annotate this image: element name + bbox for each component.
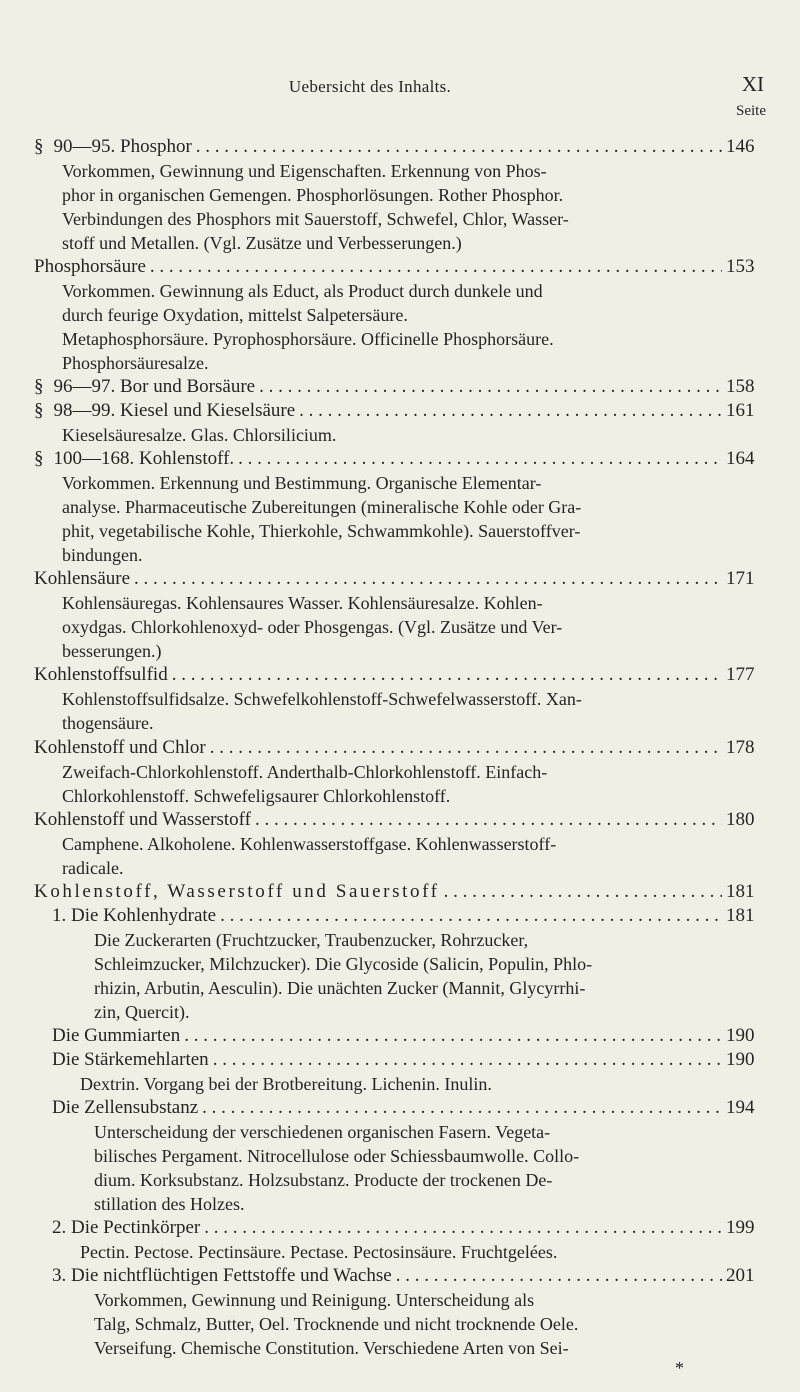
dot-leader (220, 903, 722, 929)
dot-leader (259, 374, 722, 400)
dot-leader (150, 254, 722, 280)
entry-description-line: Die Zuckerarten (Fruchtzucker, Traubenzucker, Rohrzucker, (94, 930, 529, 950)
dot-leader (172, 662, 722, 688)
dot-leader (210, 735, 722, 761)
entry-title: Die Stärkemehlarten (52, 1049, 209, 1070)
entry-description-line: rhizin, Arbutin, Aesculin). Die unächten Zucker (Mannit, Glycyrrhi- (94, 978, 586, 998)
entry-page-number: 194 (726, 1097, 755, 1118)
entry-description-line: Metaphosphorsäure. Pyrophosphorsäure. Officinelle Phosphorsäure. (62, 329, 554, 349)
dot-leader (134, 566, 722, 592)
page-number: XI (741, 72, 764, 96)
entry-description-line: Dextrin. Vorgang bei der Brotbereitung. Lichenin. Inulin. (80, 1074, 492, 1094)
entry-description-line: Pectin. Pectose. Pectinsäure. Pectase. Pectosinsäure. Fruchtgelées. (80, 1242, 558, 1262)
toc-entry (34, 374, 766, 400)
entry-description-line: Kieselsäuresalze. Glas. Chlorsilicium. (62, 425, 337, 445)
signature-mark: * (675, 1358, 684, 1378)
entry-description-line: Verbindungen des Phosphors mit Sauerstoff, Schwefel, Chlor, Wasser- (62, 209, 569, 229)
dot-leader (299, 398, 722, 424)
entry-description-line: Verseifung. Chemische Constitution. Verschiedene Arten von Sei- (94, 1338, 569, 1358)
toc-entry (34, 903, 766, 929)
section-sign: § (34, 136, 44, 157)
entry-page-number: 199 (726, 1217, 755, 1238)
toc-entry (34, 1215, 766, 1241)
entry-page-number: 177 (726, 664, 755, 685)
entry-description-line: phit, vegetabilische Kohle, Thierkohle, Schwammkohle). Sauerstoffver- (62, 521, 581, 541)
toc-entry (34, 1023, 766, 1049)
toc-entry (34, 1263, 766, 1289)
entry-title: Kohlenstoffsulfid (34, 664, 168, 685)
entry-description-line: oxydgas. Chlorkohlenoxyd- oder Phosgengas. (Vgl. Zusätze und Ver- (62, 617, 563, 637)
dot-leader (202, 1095, 722, 1121)
entry-page-number: 161 (726, 400, 755, 421)
entry-title: 3. Die nichtflüchtigen Fettstoffe und Wachse (52, 1265, 392, 1286)
entry-page-number: 190 (726, 1049, 755, 1070)
dot-leader (255, 807, 722, 833)
entry-page-number: 153 (726, 256, 755, 277)
dot-leader (213, 1047, 722, 1073)
dot-leader (396, 1263, 722, 1289)
entry-title: 100—168. Kohlenstoff. (53, 448, 235, 469)
entry-title: Kohlenstoff und Chlor (34, 737, 206, 758)
entry-title: Phosphorsäure (34, 256, 146, 277)
entry-title: 90—95. Phosphor (53, 136, 192, 157)
toc-entry (34, 1047, 766, 1073)
entry-title: Die Gummiarten (52, 1025, 181, 1046)
toc-entry (34, 1095, 766, 1121)
section-sign: § (34, 448, 44, 469)
running-header-title: Uebersicht des Inhalts. (288, 77, 452, 96)
entry-page-number: 190 (726, 1025, 755, 1046)
toc-entry (34, 735, 766, 761)
dot-leader (184, 1023, 722, 1049)
entry-title: 96—97. Bor und Borsäure (53, 376, 256, 397)
section-sign: § (34, 400, 44, 421)
section-sign: § (34, 376, 44, 397)
entry-description-line: Kohlensäuregas. Kohlensaures Wasser. Kohlensäuresalze. Kohlen- (62, 593, 543, 613)
entry-title: Kohlenstoff und Wasserstoff (34, 809, 251, 830)
entry-description-line: zin, Quercit). (94, 1002, 190, 1022)
entry-title: Kohlenstoff, Wasserstoff und Sauerstoff (34, 881, 440, 902)
entry-description-line: Vorkommen, Gewinnung und Eigenschaften. Erkennung von Phos- (62, 161, 547, 181)
entry-page-number: 146 (726, 136, 755, 157)
dot-leader (238, 446, 722, 472)
entry-title: 98—99. Kiesel und Kieselsäure (53, 400, 296, 421)
entry-description-line: Chlorkohlenstoff. Schwefeligsaurer Chlorkohlenstoff. (62, 786, 451, 806)
entry-page-number: 181 (726, 905, 755, 926)
entry-description-line: Zweifach-Chlorkohlenstoff. Anderthalb-Chlorkohlenstoff. Einfach- (62, 762, 548, 782)
dot-leader (444, 879, 722, 905)
toc-entry (34, 134, 766, 160)
entry-page-number: 178 (726, 737, 755, 758)
entry-title: Die Zellensubstanz (52, 1097, 199, 1118)
entry-page-number: 180 (726, 809, 755, 830)
entry-description-line: analyse. Pharmaceutische Zubereitungen (mineralische Kohle oder Gra- (62, 497, 582, 517)
entry-page-number: 201 (726, 1265, 755, 1286)
entry-page-number: 158 (726, 376, 755, 397)
entry-description-line: Schleimzucker, Milchzucker). Die Glycoside (Salicin, Populin, Phlo- (94, 954, 593, 974)
entry-description-line: Vorkommen, Gewinnung und Reinigung. Unterscheidung als (94, 1290, 535, 1310)
entry-description-line: Vorkommen. Gewinnung als Educt, als Product durch dunkele und (62, 281, 543, 301)
toc-entry (34, 662, 766, 688)
entry-page-number: 171 (726, 568, 755, 589)
entry-page-number: 164 (726, 448, 755, 469)
entry-page-number: 181 (726, 881, 755, 902)
entry-description-line: phor in organischen Gemengen. Phosphorlösungen. Rother Phosphor. (62, 185, 564, 205)
entry-description-line: thogensäure. (62, 713, 154, 733)
entry-description-line: bindungen. (62, 545, 143, 565)
page-column-label: Seite (736, 103, 766, 119)
entry-description-line: dium. Korksubstanz. Holzsubstanz. Producte der trockenen De- (94, 1170, 553, 1190)
dot-leader (204, 1215, 722, 1241)
toc-entry (34, 398, 766, 424)
toc-entry (34, 807, 766, 833)
toc-entry (34, 879, 766, 905)
entry-description-line: Phosphorsäuresalze. (62, 353, 209, 373)
entry-description-line: Kohlenstoffsulfidsalze. Schwefelkohlenstoff-Schwefelwasserstoff. Xan- (62, 689, 582, 709)
entry-title: 1. Die Kohlenhydrate (52, 905, 217, 926)
entry-description-line: stoff und Metallen. (Vgl. Zusätze und Verbesserungen.) (62, 233, 462, 253)
entry-title: 2. Die Pectinkörper (52, 1217, 201, 1238)
toc-entry (34, 566, 766, 592)
toc-entry (34, 446, 766, 472)
entry-description-line: Unterscheidung der verschiedenen organischen Fasern. Vegeta- (94, 1122, 551, 1142)
entry-description-line: Vorkommen. Erkennung und Bestimmung. Organische Elementar- (62, 473, 542, 493)
entry-description-line: Camphene. Alkoholene. Kohlenwasserstoffgase. Kohlenwasserstoff- (62, 834, 557, 854)
entry-description-line: durch feurige Oxydation, mittelst Salpetersäure. (62, 305, 408, 325)
toc-entry (34, 254, 766, 280)
entry-description-line: radicale. (62, 858, 124, 878)
entry-description-line: Talg, Schmalz, Butter, Oel. Trocknende und nicht trocknende Oele. (94, 1314, 579, 1334)
entry-description-line: besserungen.) (62, 641, 162, 661)
dot-leader (196, 134, 722, 160)
entry-description-line: stillation des Holzes. (94, 1194, 245, 1214)
entry-description-line: bilisches Pergament. Nitrocellulose oder Schiessbaumwolle. Collo- (94, 1146, 580, 1166)
entry-title: Kohlensäure (34, 568, 131, 589)
